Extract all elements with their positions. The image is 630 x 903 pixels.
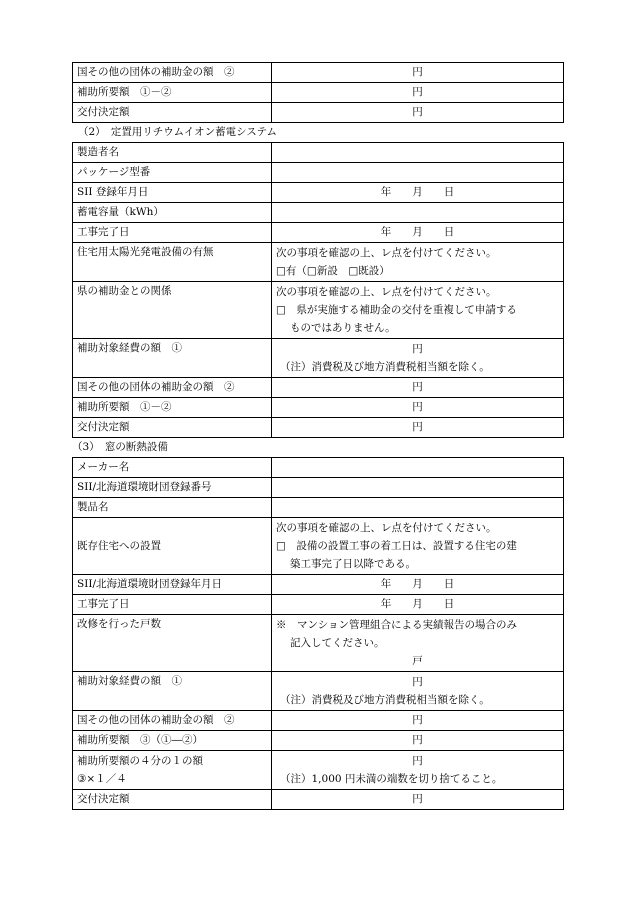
s2-solar-cell [272,243,564,282]
s3-quarter-label-cell [73,751,272,790]
s3-product-label: 製品名 [73,498,272,518]
decision-amount-label: 交付決定額 [73,103,272,123]
section3-table [72,457,564,810]
s2-cost-unit: 円 [412,343,423,355]
s2-pref-cell [272,282,564,339]
s3-cost-label: 補助対象経費の額 ① [73,672,272,711]
s3-maker-field[interactable] [272,458,564,478]
section1-table-tail [72,62,564,123]
s3-cost-unit: 円 [412,676,423,688]
s2-completion-field[interactable]: 年 月 日 [272,223,564,243]
s3-existing-continued: 築工事完了日以降である。 [290,558,416,570]
required-amount-label: 補助所要額 ①－② [73,83,272,103]
s3-quarter-cell[interactable] [272,751,564,790]
s2-cost-label: 補助対象経費の額 ① [73,339,272,378]
s2-other-field[interactable]: 円 [272,378,564,398]
s3-regno-field[interactable] [272,478,564,498]
s3-existing-label: 既存住宅への設置 [73,518,272,575]
decision-amount-value[interactable]: 円 [272,103,564,123]
other-subsidy-label: 国その他の団体の補助金の額 ② [73,63,272,83]
s3-cost-note: （注）消費税及び地方消費税相当額を除く。 [280,694,490,706]
section2-table [72,142,564,438]
s3-units-cell[interactable] [272,615,564,672]
s2-other-label: 国その他の団体の補助金の額 ② [73,378,272,398]
s2-cost-cell[interactable] [272,339,564,378]
s3-units-note-continued: 記入してください。 [290,637,385,649]
s3-regno-label: SII/北海道環境財団登録番号 [73,478,272,498]
s3-regdate-label: SII/北海道環境財団登録年月日 [73,575,272,595]
s3-cost-cell[interactable] [272,672,564,711]
document-page [72,62,564,810]
s2-pref-checkbox[interactable]: □ 県が実施する補助金の交付を重複して申請する [276,304,517,316]
s3-other-field[interactable]: 円 [272,711,564,731]
s3-quarter-note: （注）1,000 円未満の端数を切り捨てること。 [280,773,503,785]
s3-quarter-label: 補助所要額の４分の１の額 [77,755,203,767]
s3-required-label: 補助所要額 ③（①―②） [73,731,272,751]
s3-existing-checkbox[interactable]: □ 設備の設置工事の着工日は、設置する住宅の建 [276,540,517,552]
s2-solar-label: 住宅用太陽光発電設備の有無 [73,243,272,282]
s3-decision-field[interactable]: 円 [272,790,564,810]
s2-capacity-field[interactable] [272,203,564,223]
s2-pref-label: 県の補助金との関係 [73,282,272,339]
s3-regdate-field[interactable]: 年 月 日 [272,575,564,595]
s2-package-model-field[interactable] [272,163,564,183]
other-subsidy-value[interactable]: 円 [272,63,564,83]
s2-sii-date-field[interactable]: 年 月 日 [272,183,564,203]
s2-required-field[interactable]: 円 [272,398,564,418]
s2-manufacturer-field[interactable] [272,143,564,163]
section3-title: （3） 窓の断熱設備 [72,441,168,453]
s3-completion-label: 工事完了日 [73,595,272,615]
s2-pref-continued: ものではありません。 [290,322,396,334]
s3-units-note: ※ マンション管理組合による実績報告の場合のみ [276,619,518,631]
s3-existing-instruction: 次の事項を確認の上、レ点を付けてください。 [276,522,497,534]
s3-product-field[interactable] [272,498,564,518]
s2-pref-instruction: 次の事項を確認の上、レ点を付けてください。 [276,286,497,298]
s3-existing-cell [272,518,564,575]
s3-decision-label: 交付決定額 [73,790,272,810]
s2-sii-date-label: SII 登録年月日 [73,183,272,203]
s3-quarter-unit: 円 [412,755,423,767]
s2-decision-label: 交付決定額 [73,418,272,438]
s3-completion-field[interactable]: 年 月 日 [272,595,564,615]
s3-quarter-formula: ③×１／４ [77,773,127,785]
s3-maker-label: メーカー名 [73,458,272,478]
section2-title: （2） 定置用リチウムイオン蓄電システム [78,126,278,138]
s2-required-label: 補助所要額 ①－② [73,398,272,418]
s2-package-model-label: パッケージ型番 [73,163,272,183]
s3-required-field[interactable]: 円 [272,731,564,751]
s2-solar-instruction: 次の事項を確認の上、レ点を付けてください。 [276,247,497,259]
s2-capacity-label: 蓄電容量（kWh） [73,203,272,223]
s2-completion-label: 工事完了日 [73,223,272,243]
required-amount-value[interactable]: 円 [272,83,564,103]
s2-cost-note: （注）消費税及び地方消費税相当額を除く。 [280,361,490,373]
s3-units-label: 改修を行った戸数 [73,615,272,672]
s2-decision-field[interactable]: 円 [272,418,564,438]
s3-other-label: 国その他の団体の補助金の額 ② [73,711,272,731]
s2-solar-checkboxes[interactable]: □有（□新設 □既設） [276,265,390,277]
s3-units-unit: 戸 [412,655,423,667]
s2-manufacturer-label: 製造者名 [73,143,272,163]
